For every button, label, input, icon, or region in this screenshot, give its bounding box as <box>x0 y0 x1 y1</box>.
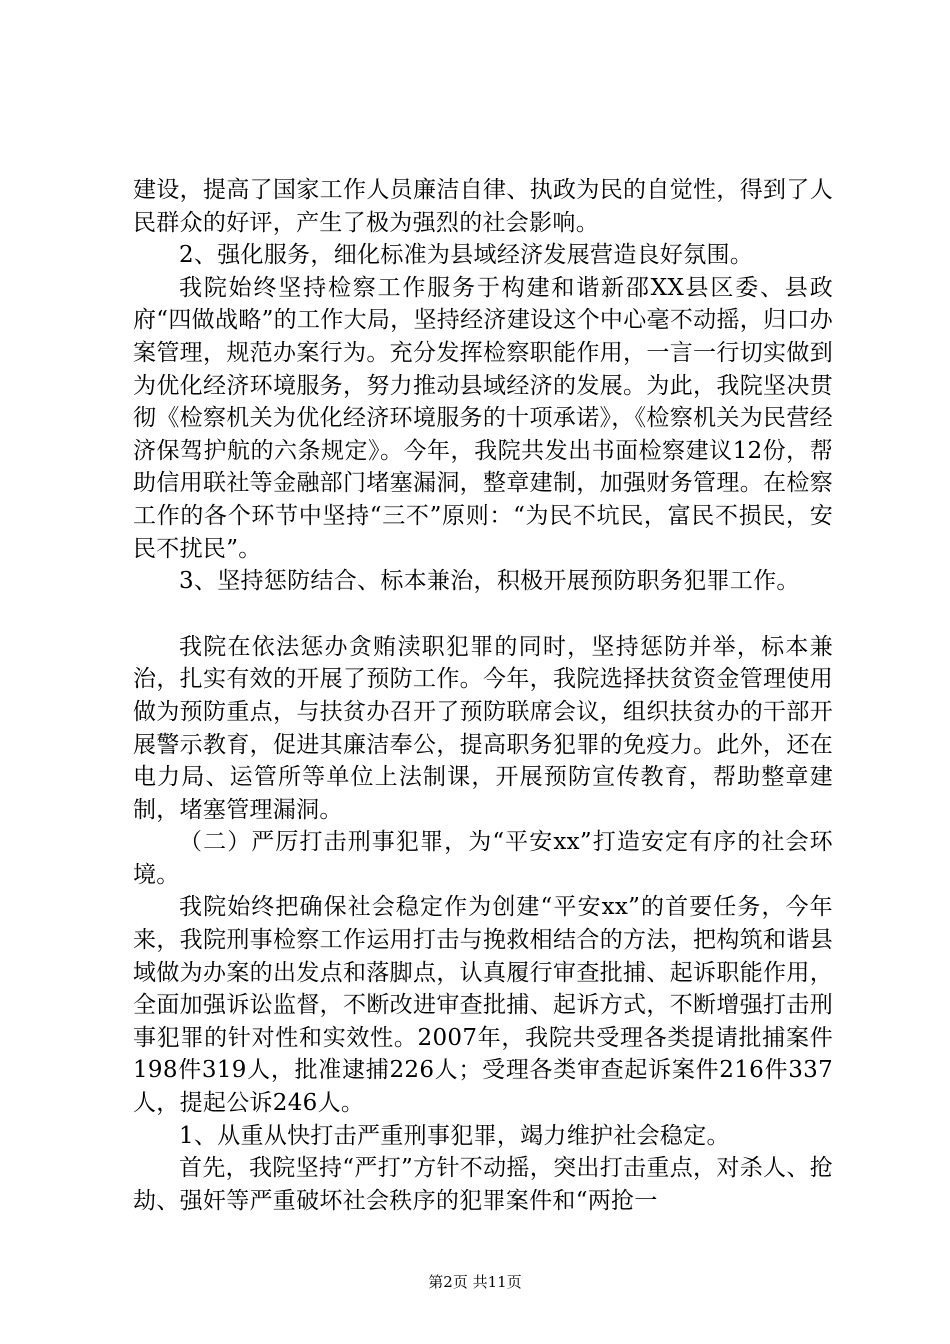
paragraph-5: 我院在依法惩办贪贿渎职犯罪的同时，坚持惩防并举，标本兼治，扎实有效的开展了预防工作。今年，我院选择扶贫资金管理使用做为预防重点，与扶贫办召开了预防联席会议，组织扶贫办的干部开展警示教育，促进其廉洁奉公，提高职务犯罪的免疫力。此外，还在电力局、运管所等单位上法制课，开展预防宣传教育，帮助整章建制，堵塞管理漏洞。 <box>133 633 833 823</box>
paragraph-1: 建设，提高了国家工作人员廉洁自律、执政为民的自觉性，得到了人民群众的好评，产生了极为强烈的社会影响。 <box>133 177 833 236</box>
paragraph-7: 我院始终把确保社会稳定作为创建“平安xx”的首要任务，今年来，我院刑事检察工作运用打击与挽救相结合的方法，把构筑和谐县域做为办案的出发点和落脚点，认真履行审查批捕、起诉职能作用，全面加强诉讼监督，不断改进审查批捕、起诉方式，不断增强打击刑事犯罪的针对性和实效性。2007年，我院共受理各类提请批捕案件198件319人，批准逮捕226人；受理各类审查起诉案件216件337人，提起公诉246人。 <box>133 894 833 1117</box>
subheading-3: 3、坚持惩防结合、标本兼治，积极开展预防职务犯罪工作。 <box>179 568 800 595</box>
subheading-1: 1、从重从快打击严重刑事犯罪，竭力维护社会稳定。 <box>179 1122 730 1149</box>
paragraph-9: 首先，我院坚持“严打”方针不动摇，突出打击重点，对杀人、抢劫、强奸等严重破坏社会秩序的犯罪案件和“两抢一 <box>133 1155 833 1214</box>
document-body <box>133 174 833 1217</box>
section-heading-2: （二）严厉打击刑事犯罪，为“平安xx”打造安定有序的社会环境。 <box>133 829 833 888</box>
subheading-2: 2、强化服务，细化标准为县域经济发展营造良好氛围。 <box>179 242 754 269</box>
page-footer: 第2页 共11页 <box>428 1273 522 1291</box>
paragraph-3: 我院始终坚持检察工作服务于构建和谐新邵XX县区委、县政府“四做战略”的工作大局，坚持经济建设这个中心毫不动摇，归口办案管理，规范办案行为。充分发挥检察职能作用，一言一行切实做到为优化经济环境服务，努力推动县域经济的发展。为此，我院坚决贯彻《检察机关为优化经济环境服务的十项承诺》，《检察机关为民营经济保驾护航的六条规定》。今年，我院共发出书面检察建议12份，帮助信用联社等金融部门堵塞漏洞，整章建制，加强财务管理。在检察工作的各个环节中坚持“三不”原则：“为民不坑民，富民不损民，安民不扰民”。 <box>133 274 833 562</box>
